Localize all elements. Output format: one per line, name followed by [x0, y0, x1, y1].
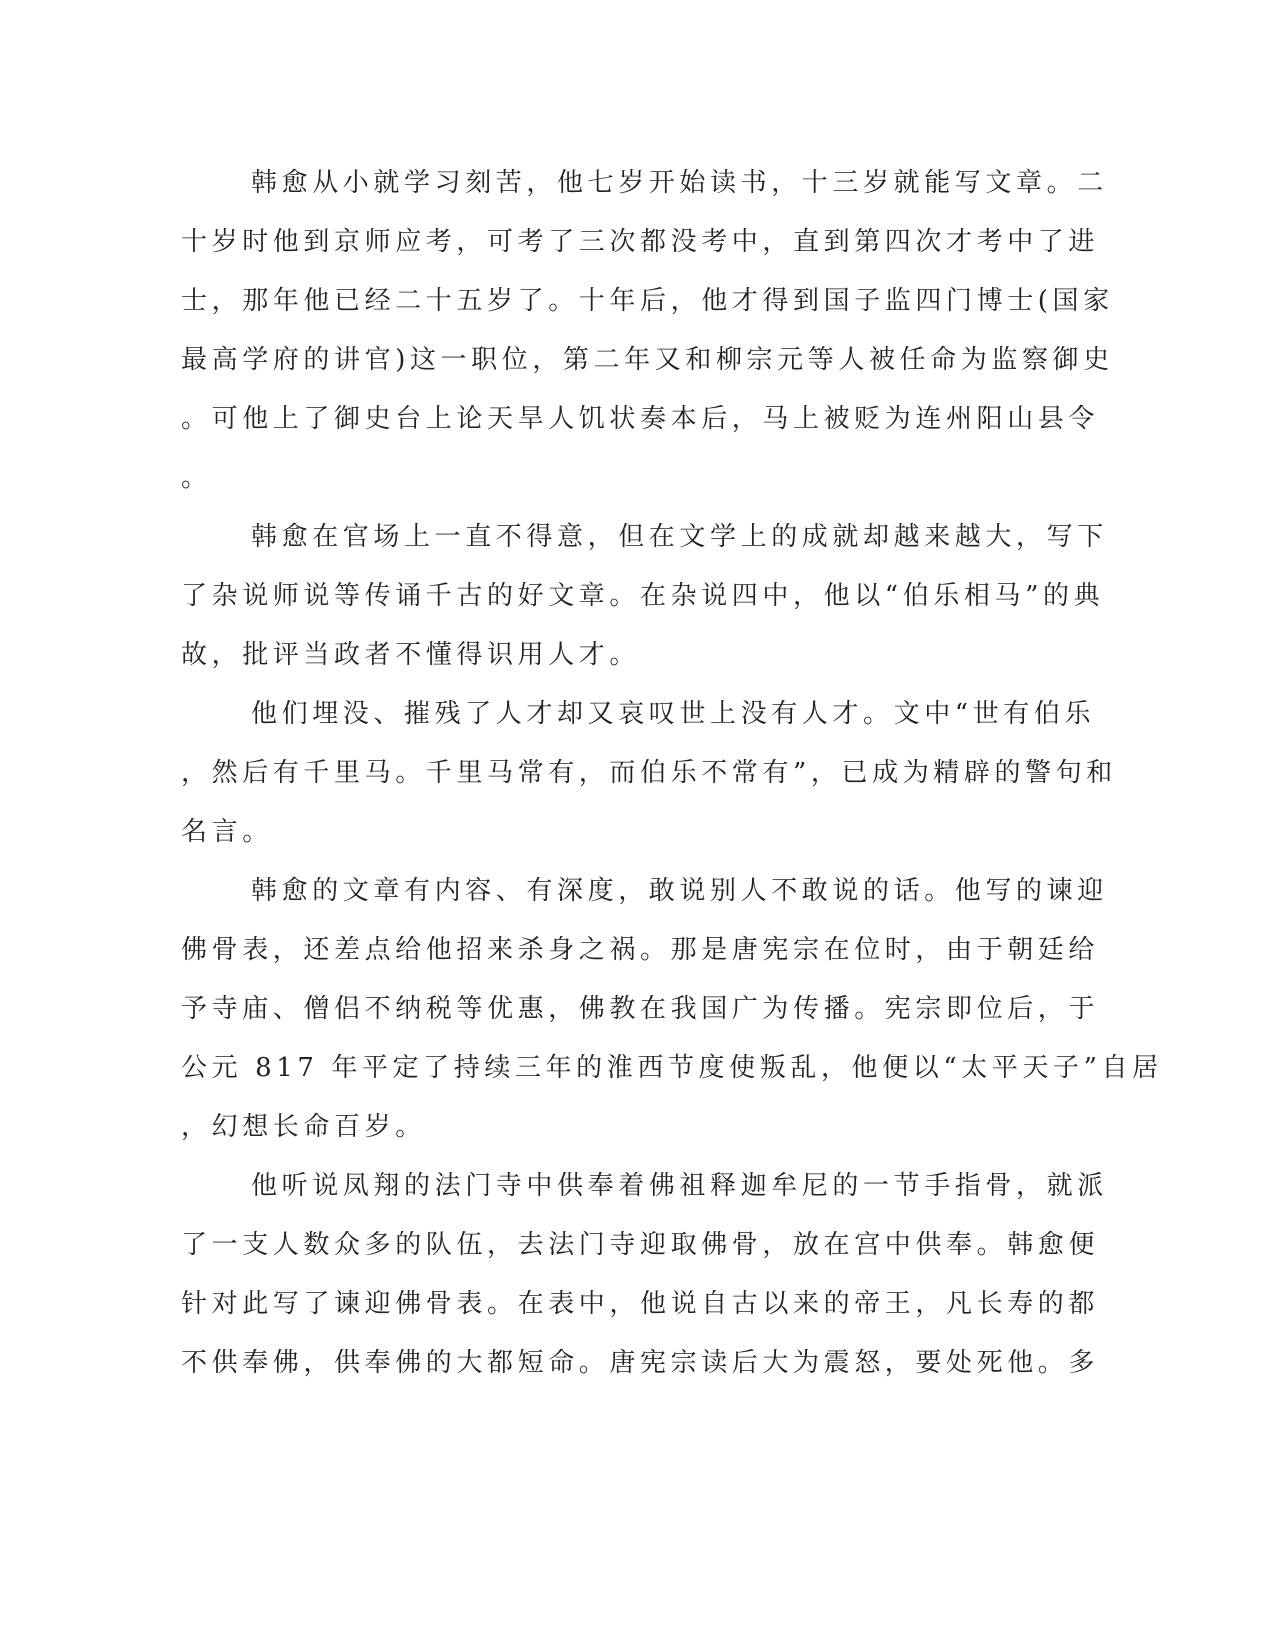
paragraph-line: 佛骨表，还差点给他招来杀身之祸。那是唐宪宗在位时，由于朝廷给	[181, 935, 1100, 965]
paragraph-line: ，然后有千里马。千里马常有，而伯乐不常有”，已成为精辟的警句和	[181, 758, 1117, 788]
paragraph-line: 韩愈的文章有内容、有深度，敢说别人不敢说的话。他写的谏迎	[251, 876, 1108, 906]
paragraph-line: 。	[181, 463, 212, 493]
paragraph-line: ，幻想长命百岁。	[181, 1112, 426, 1142]
body-text	[181, 154, 1163, 1393]
paragraph-line: 名言。	[181, 817, 273, 847]
paragraph-line: 故，批评当政者不懂得识用人才。	[181, 640, 641, 670]
paragraph-line: 公元 817 年平定了持续三年的淮西节度使叛乱，他便以“太平天子”自居	[181, 1053, 1163, 1083]
paragraph-line: 韩愈在官场上一直不得意，但在文学上的成就却越来越大，写下	[251, 522, 1108, 552]
paragraph-line: 韩愈从小就学习刻苦，他七岁开始读书，十三岁就能写文章。二	[251, 168, 1108, 198]
paragraph-line: 他们埋没、摧残了人才却又哀叹世上没有人才。文中“世有伯乐	[251, 699, 1096, 729]
paragraph-line: 。可他上了御史台上论天旱人饥状奏本后，马上被贬为连州阳山县令	[181, 404, 1100, 434]
paragraph-line: 士，那年他已经二十五岁了。十年后，他才得到国子监四门博士(国家	[181, 286, 1114, 316]
paragraph-line: 针对此写了谏迎佛骨表。在表中，他说自古以来的帝王，凡长寿的都	[181, 1289, 1100, 1319]
paragraph-line: 了杂说师说等传诵千古的好文章。在杂说四中，他以“伯乐相马”的典	[181, 581, 1105, 611]
paragraph-line: 不供奉佛，供奉佛的大都短命。唐宪宗读后大为震怒，要处死他。多	[181, 1348, 1100, 1378]
paragraph-line: 他听说凤翔的法门寺中供奉着佛祖释迦牟尼的一节手指骨，就派	[251, 1171, 1108, 1201]
paragraph-line: 了一支人数众多的队伍，去法门寺迎取佛骨，放在宫中供奉。韩愈便	[181, 1230, 1100, 1260]
paragraph-line: 予寺庙、僧侣不纳税等优惠，佛教在我国广为传播。宪宗即位后，于	[181, 994, 1100, 1024]
paragraph-line: 最高学府的讲官)这一职位，第二年又和柳宗元等人被任命为监察御史	[181, 345, 1114, 375]
paragraph-line: 十岁时他到京师应考，可考了三次都没考中，直到第四次才考中了进	[181, 227, 1100, 257]
